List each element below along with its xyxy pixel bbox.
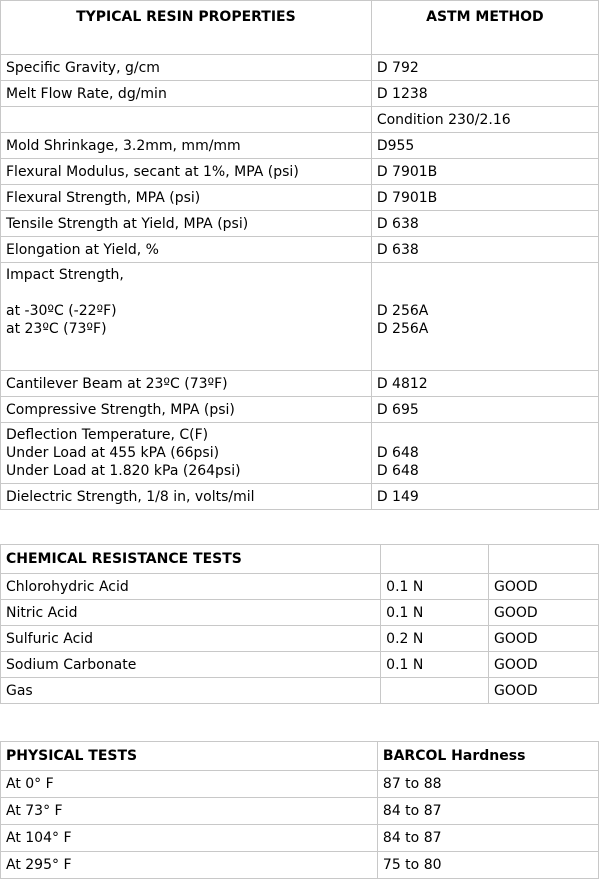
result-cell: GOOD — [489, 600, 599, 626]
table-row — [1, 852, 599, 879]
method-cell: D 149 — [371, 484, 598, 510]
deflection-method-1: D 648 — [376, 445, 419, 461]
chemical-cell: Sulfuric Acid — [1, 626, 381, 652]
property-cell — [1, 107, 372, 133]
hardness-cell: 75 to 80 — [377, 852, 598, 879]
impact-method-1: D 256A — [376, 303, 429, 319]
table-row — [1, 678, 599, 704]
temperature-cell: At 0° F — [1, 771, 378, 798]
deflection-title: Deflection Temperature, C(F) — [6, 427, 209, 443]
property-cell: Compressive Strength, MPA (psi) — [1, 397, 372, 423]
table-row — [1, 55, 599, 81]
header-property: TYPICAL RESIN PROPERTIES — [1, 1, 372, 55]
chemical-cell: Sodium Carbonate — [1, 652, 381, 678]
chemical-cell: Nitric Acid — [1, 600, 381, 626]
impact-line-1: at -30ºC (-22ºF) — [6, 303, 117, 319]
property-cell: Mold Shrinkage, 3.2mm, mm/mm — [1, 133, 372, 159]
concentration-cell: 0.1 N — [381, 574, 489, 600]
method-cell: D 1238 — [371, 81, 598, 107]
table-row — [1, 81, 599, 107]
header-barcol: BARCOL Hardness — [377, 742, 598, 771]
table-row — [1, 600, 599, 626]
concentration-cell: 0.1 N — [381, 600, 489, 626]
table-row — [1, 397, 599, 423]
impact-strength-row — [1, 263, 599, 371]
property-cell: Dielectric Strength, 1/8 in, volts/mil — [1, 484, 372, 510]
table-row — [1, 211, 599, 237]
temperature-cell: At 104° F — [1, 825, 378, 852]
impact-method-2: D 256A — [376, 321, 429, 337]
table-row — [1, 574, 599, 600]
deflection-method-2: D 648 — [376, 463, 419, 479]
impact-method-cell — [371, 263, 598, 371]
concentration-cell — [381, 678, 489, 704]
method-cell: D 695 — [371, 397, 598, 423]
resin-header-row — [1, 1, 599, 55]
deflection-line-2: Under Load at 1.820 kPa (264psi) — [6, 463, 241, 479]
hardness-cell: 87 to 88 — [377, 771, 598, 798]
hardness-cell: 84 to 87 — [377, 825, 598, 852]
property-cell: Melt Flow Rate, dg/min — [1, 81, 372, 107]
temperature-cell: At 73° F — [1, 798, 378, 825]
table-row — [1, 484, 599, 510]
deflection-temperature-row — [1, 423, 599, 484]
chemical-header-row — [1, 545, 599, 574]
result-cell: GOOD — [489, 626, 599, 652]
table-row — [1, 652, 599, 678]
header-physical-test: PHYSICAL TESTS — [1, 742, 378, 771]
deflection-line-1: Under Load at 455 kPA (66psi) — [6, 445, 220, 461]
method-cell: D955 — [371, 133, 598, 159]
table-row — [1, 825, 599, 852]
property-cell: Specific Gravity, g/cm — [1, 55, 372, 81]
table-row — [1, 371, 599, 397]
deflection-method-cell — [371, 423, 598, 484]
method-cell: D 638 — [371, 211, 598, 237]
table-row — [1, 133, 599, 159]
result-cell: GOOD — [489, 678, 599, 704]
chemical-cell: Gas — [1, 678, 381, 704]
method-cell: D 4812 — [371, 371, 598, 397]
table-row — [1, 771, 599, 798]
property-cell: Cantilever Beam at 23ºC (73ºF) — [1, 371, 372, 397]
table-row — [1, 185, 599, 211]
header-concentration — [381, 545, 489, 574]
concentration-cell: 0.2 N — [381, 626, 489, 652]
temperature-cell: At 295° F — [1, 852, 378, 879]
impact-property-cell — [1, 263, 372, 371]
impact-title: Impact Strength, — [6, 267, 124, 283]
chemical-resistance-table — [0, 544, 599, 704]
physical-tests-table — [0, 741, 599, 879]
method-cell: Condition 230/2.16 — [371, 107, 598, 133]
table-row — [1, 626, 599, 652]
concentration-cell: 0.1 N — [381, 652, 489, 678]
property-cell: Flexural Modulus, secant at 1%, MPA (psi) — [1, 159, 372, 185]
method-cell: D 792 — [371, 55, 598, 81]
property-cell: Flexural Strength, MPA (psi) — [1, 185, 372, 211]
result-cell: GOOD — [489, 574, 599, 600]
property-cell: Tensile Strength at Yield, MPA (psi) — [1, 211, 372, 237]
property-cell: Elongation at Yield, % — [1, 237, 372, 263]
hardness-cell: 84 to 87 — [377, 798, 598, 825]
physical-header-row — [1, 742, 599, 771]
table-row — [1, 107, 599, 133]
table-row — [1, 798, 599, 825]
header-chemical-test: CHEMICAL RESISTANCE TESTS — [1, 545, 381, 574]
chemical-cell: Chlorohydric Acid — [1, 574, 381, 600]
table-row — [1, 237, 599, 263]
header-result — [489, 545, 599, 574]
header-method: ASTM METHOD — [371, 1, 598, 55]
method-cell: D 7901B — [371, 185, 598, 211]
impact-line-2: at 23ºC (73ºF) — [6, 321, 107, 337]
result-cell: GOOD — [489, 652, 599, 678]
method-cell: D 638 — [371, 237, 598, 263]
deflection-property-cell — [1, 423, 372, 484]
table-row — [1, 159, 599, 185]
method-cell: D 7901B — [371, 159, 598, 185]
